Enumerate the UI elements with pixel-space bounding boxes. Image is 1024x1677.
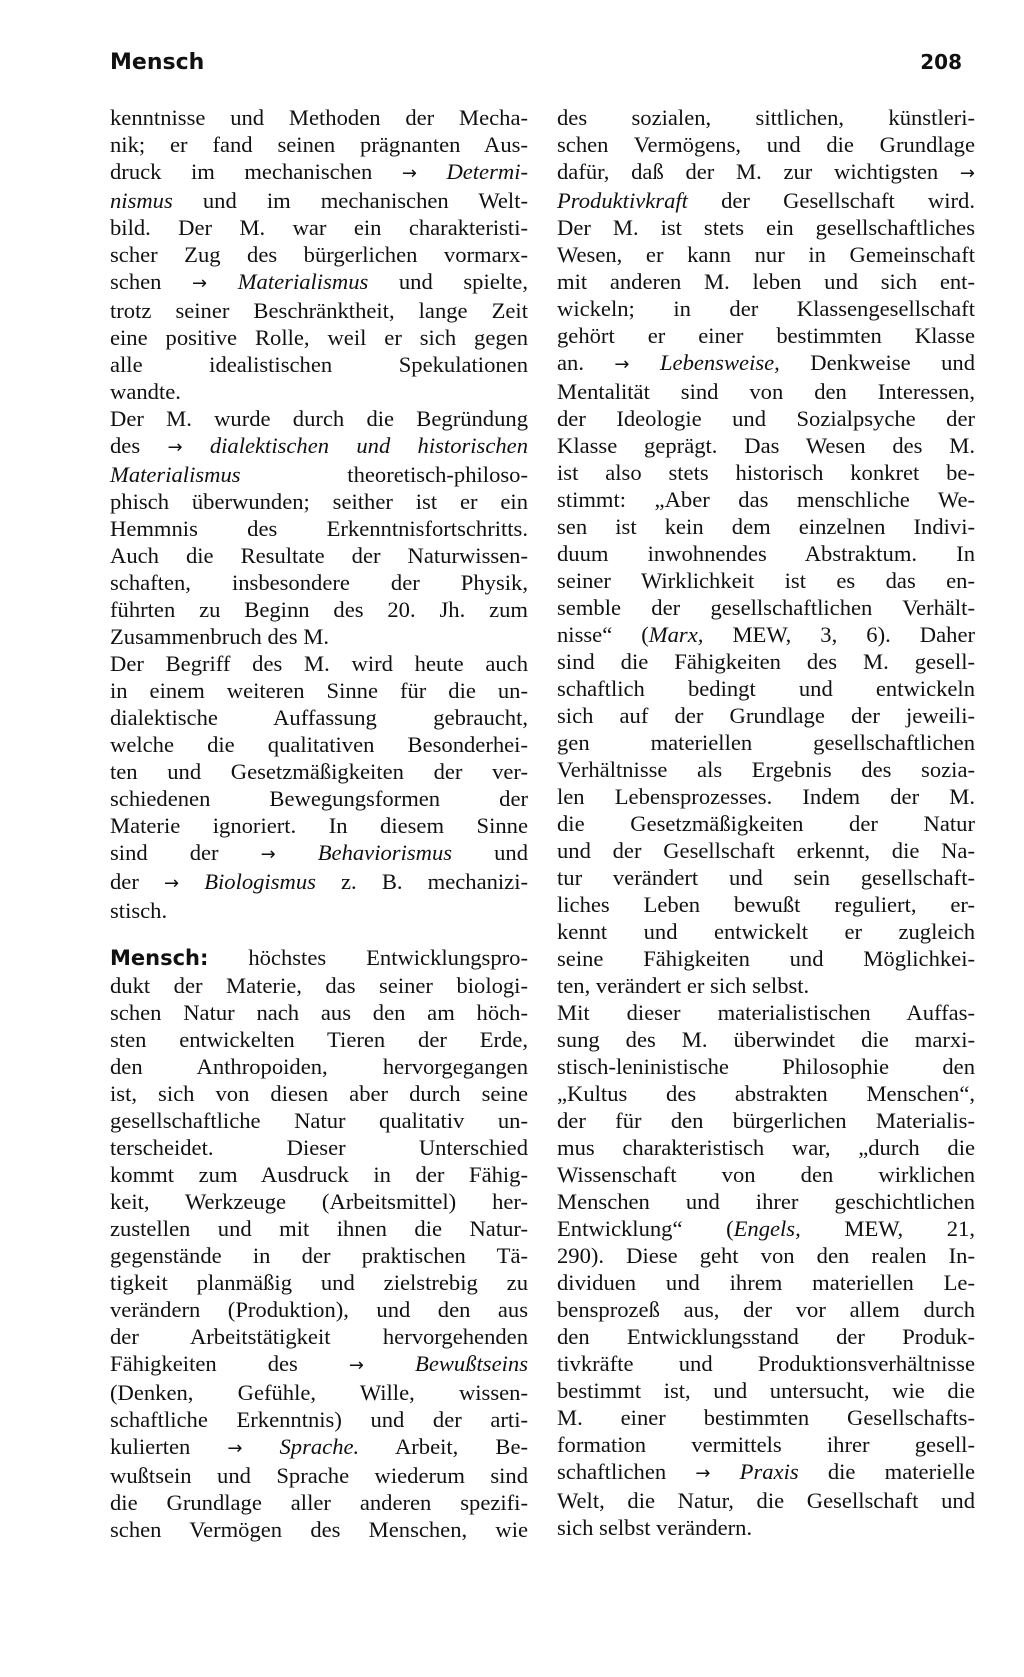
text-line: gegenstände in der praktischen Tä-	[110, 1243, 528, 1268]
text-line: (Denken, Gefühle, Wille, wissen-	[110, 1380, 528, 1405]
text-line: die Gesetzmäßigkeiten der Natur	[557, 811, 975, 836]
text-line: sich auf der Grundlage der jeweili-	[557, 703, 975, 728]
text-line: ist, sich von diesen aber durch seine	[110, 1081, 528, 1106]
text-line: an. → Lebensweise, Denkweise und	[557, 350, 975, 375]
text-line: zustellen und mit ihnen die Natur-	[110, 1216, 528, 1241]
paragraph-mechanism-end	[110, 104, 528, 405]
cross-reference: Bewußtseins	[415, 1351, 528, 1376]
text-line: semble der gesellschaftlichen Verhält-	[557, 595, 975, 620]
text-line: Mentalität sind von den Interessen,	[557, 379, 975, 404]
text-line: der für den bürgerlichen Materialis-	[557, 1108, 975, 1133]
cross-reference-arrow-icon: →	[192, 273, 208, 294]
text-line: schaftlich bedingt und entwickeln	[557, 676, 975, 701]
text-line: bild. Der M. war ein charakteristi-	[110, 215, 528, 240]
cross-reference-arrow-icon: →	[163, 873, 180, 894]
entry-mensch	[110, 944, 528, 1543]
text-line: len Lebensprozesses. Indem der M.	[557, 784, 975, 809]
text-line: Mensch: höchstes Entwicklungspro-	[110, 945, 528, 970]
text-line: Materialismus theoretisch-philoso-	[110, 462, 528, 487]
cross-reference-arrow-icon: →	[348, 1355, 364, 1376]
text-line: Der Begriff des M. wird heute auch	[110, 651, 528, 676]
text-line: kenntnisse und Methoden der Mecha-	[110, 105, 528, 130]
text-line: nismus und im mechanischen Welt-	[110, 188, 528, 213]
text-line: Zusammenbruch des M.	[110, 624, 329, 649]
text-line: bestimmt ist, und untersucht, wie die	[557, 1378, 975, 1403]
text-line: Klasse geprägt. Das Wesen des M.	[557, 433, 975, 458]
cross-reference: Produktivkraft	[557, 188, 688, 213]
cross-reference: Materialismus	[237, 269, 369, 294]
text-line: wickeln; in der Klassengesellschaft	[557, 296, 975, 321]
text-line: dafür, daß der M. zur wichtigsten →	[557, 159, 975, 184]
text-line: den Anthropoiden, hervorgegangen	[110, 1054, 528, 1079]
text-line: Menschen und ihrer geschichtlichen	[557, 1189, 975, 1214]
text-line: formation vermittels ihrer gesell-	[557, 1432, 975, 1457]
text-line: wandte.	[110, 379, 181, 404]
text-line: Wissenschaft von den wirklichen	[557, 1162, 975, 1187]
text-line: duum inwohnendes Abstraktum. In	[557, 541, 975, 566]
text-line: führten zu Beginn des 20. Jh. zum	[110, 597, 528, 622]
cross-reference-arrow-icon: →	[227, 1438, 243, 1459]
citation-author: Engels,	[733, 1216, 801, 1241]
text-line: sich selbst verändern.	[557, 1515, 753, 1540]
cross-reference-arrow-icon: →	[401, 163, 417, 184]
entry-headword: Mensch:	[110, 946, 209, 970]
text-line: mit anderen M. leben und sich ent-	[557, 269, 975, 294]
text-line: Der M. wurde durch die Begründung	[110, 406, 528, 431]
text-line: schaften, insbesondere der Physik,	[110, 570, 528, 595]
text-line: seiner Wirklichkeit ist es das en-	[557, 568, 975, 593]
text-line: kennt und entwickelt er zugleich	[557, 919, 975, 944]
text-line: schaftliche Erkenntnis) und der arti-	[110, 1407, 528, 1432]
text-line: gen materiellen gesellschaftlichen	[557, 730, 975, 755]
text-line: liches Leben bewußt reguliert, er-	[557, 892, 975, 917]
cross-reference-arrow-icon: →	[167, 437, 183, 458]
text-line: der Arbeitstätigkeit hervorgehenden	[110, 1324, 528, 1349]
text-line: ten und Gesetzmäßigkeiten der ver-	[110, 759, 528, 784]
cross-reference: Sprache.	[279, 1434, 360, 1459]
cross-reference-arrow-icon: →	[260, 844, 276, 865]
text-line: mus charakteristisch war, „durch die	[557, 1135, 975, 1160]
text-line: 290). Diese geht von den realen In-	[557, 1243, 975, 1268]
text-line: Verhältnisse als Ergebnis des sozia-	[557, 757, 975, 782]
page-header	[110, 50, 962, 90]
text-line: des sozialen, sittlichen, künstleri-	[557, 105, 975, 130]
cross-reference: dialektischen und historischen	[209, 433, 528, 458]
text-line: dukt der Materie, das seiner biologi-	[110, 973, 528, 998]
text-line: schen Natur nach aus den am höch-	[110, 1000, 528, 1025]
text-line: kulierten → Sprache. Arbeit, Be-	[110, 1434, 528, 1459]
text-line: welche die qualitativen Besonderhei-	[110, 732, 528, 757]
cross-reference-arrow-icon: →	[959, 163, 975, 184]
text-line: nik; er fand seinen prägnanten Aus-	[110, 132, 528, 157]
text-line: ten, verändert er sich selbst.	[557, 973, 810, 998]
text-line: dialektische Auffassung gebraucht,	[110, 705, 528, 730]
paragraph-broader-sense	[110, 650, 528, 924]
right-column	[557, 104, 975, 1541]
text-line: schaftlichen → Praxis die materielle	[557, 1459, 975, 1484]
text-line: Produktivkraft der Gesellschaft wird.	[557, 188, 975, 213]
text-line: schen → Materialismus und spielte,	[110, 269, 528, 294]
text-line: wußtsein und Sprache wiederum sind	[110, 1463, 528, 1488]
cross-reference: Lebensweise,	[659, 350, 780, 375]
text-line: Mit dieser materialistischen Auffas-	[557, 1000, 975, 1025]
text-line: stisch.	[110, 898, 168, 923]
cross-reference: Praxis	[739, 1459, 799, 1484]
text-line: der Ideologie und Sozialpsyche der	[557, 406, 975, 431]
text-line: die Grundlage aller anderen spezifi-	[110, 1490, 528, 1515]
text-line: phisch überwunden; seither ist er ein	[110, 489, 528, 514]
text-line: schen Vermögen des Menschen, wie	[110, 1517, 528, 1542]
text-line: schiedenen Bewegungsformen der	[110, 786, 528, 811]
text-line: tivkräfte und Produktionsverhältnisse	[557, 1351, 975, 1376]
text-line: ist also stets historisch konkret be-	[557, 460, 975, 485]
text-line: trotz seiner Beschränktheit, lange Zeit	[110, 298, 528, 323]
text-line: stimmt: „Aber das menschliche We-	[557, 487, 975, 512]
text-line: tigkeit planmäßig und zielstrebig zu	[110, 1270, 528, 1295]
text-line: sind die Fähigkeiten des M. gesell-	[557, 649, 975, 674]
text-line: Der M. ist stets ein gesellschaftliches	[557, 215, 975, 240]
text-line: scher Zug des bürgerlichen vormarx-	[110, 242, 528, 267]
paragraph-materialist-conception	[557, 999, 975, 1541]
text-line: Wesen, er kann nur in Gemeinschaft	[557, 242, 975, 267]
text-line: Hemmnis des Erkenntnisfortschritts.	[110, 516, 528, 541]
text-line: Welt, die Natur, die Gesellschaft und	[557, 1488, 975, 1513]
text-line: der → Biologismus z. B. mechanizi-	[110, 869, 529, 894]
left-column	[110, 104, 528, 1543]
text-line: druck im mechanischen → Determi-	[110, 159, 528, 184]
text-line: stisch-leninistische Philosophie den	[557, 1054, 975, 1079]
text-line: Materie ignoriert. In diesem Sinne	[110, 813, 528, 838]
text-line: nisse“ (Marx, MEW, 3, 6). Daher	[557, 622, 975, 647]
cross-reference: Biologismus	[204, 869, 316, 894]
page-number: 208	[920, 50, 962, 74]
text-line: dividuen und ihrem materiellen Le-	[557, 1270, 975, 1295]
paragraph-social-being	[557, 104, 975, 999]
cross-reference: Determi-	[446, 159, 528, 184]
text-line: alle idealistischen Spekulationen	[110, 352, 528, 377]
paragraph-overcoming	[110, 405, 528, 650]
cross-reference-arrow-icon: →	[695, 1463, 711, 1484]
text-line: terscheidet. Dieser Unterschied	[110, 1135, 528, 1160]
cross-reference-arrow-icon: →	[614, 354, 630, 375]
cross-reference: Behaviorismus	[317, 840, 453, 865]
text-line: Auch die Resultate der Naturwissen-	[110, 543, 528, 568]
text-line: und der Gesellschaft erkennt, die Na-	[557, 838, 975, 863]
citation-author: Marx,	[648, 622, 704, 647]
running-head: Mensch	[110, 50, 205, 75]
text-line: in einem weiteren Sinne für die un-	[110, 678, 528, 703]
text-line: gesellschaftliche Natur qualitativ un-	[110, 1108, 528, 1133]
text-line: „Kultus des abstrakten Menschen“,	[557, 1081, 975, 1106]
text-line: sten entwickelten Tieren der Erde,	[110, 1027, 528, 1052]
text-line: Entwicklung“ (Engels, MEW, 21,	[557, 1216, 975, 1241]
text-line: Fähigkeiten des → Bewußtseins	[110, 1351, 528, 1376]
text-line: kommt zum Ausdruck in der Fähig-	[110, 1162, 528, 1187]
text-line: seine Fähigkeiten und Möglichkei-	[557, 946, 975, 971]
text-line: sen ist kein dem einzelnen Indivi-	[557, 514, 975, 539]
text-line: bensprozeß aus, der vor allem durch	[557, 1297, 975, 1322]
text-line: sind der → Behaviorismus und	[110, 840, 528, 865]
text-line: schen Vermögens, und die Grundlage	[557, 132, 975, 157]
text-line: verändern (Produktion), und den aus	[110, 1297, 528, 1322]
text-line: keit, Werkzeuge (Arbeitsmittel) her-	[110, 1189, 528, 1214]
text-line: tur verändert und sein gesellschaft-	[557, 865, 975, 890]
text-line: sung des M. überwindet die marxi-	[557, 1027, 975, 1052]
text-line: eine positive Rolle, weil er sich gegen	[110, 325, 528, 350]
text-line: den Entwicklungsstand der Produk-	[557, 1324, 975, 1349]
text-line: gehört er einer bestimmten Klasse	[557, 323, 975, 348]
text-line: des → dialektischen und historischen	[110, 433, 528, 458]
text-line: M. einer bestimmten Gesellschafts-	[557, 1405, 975, 1430]
